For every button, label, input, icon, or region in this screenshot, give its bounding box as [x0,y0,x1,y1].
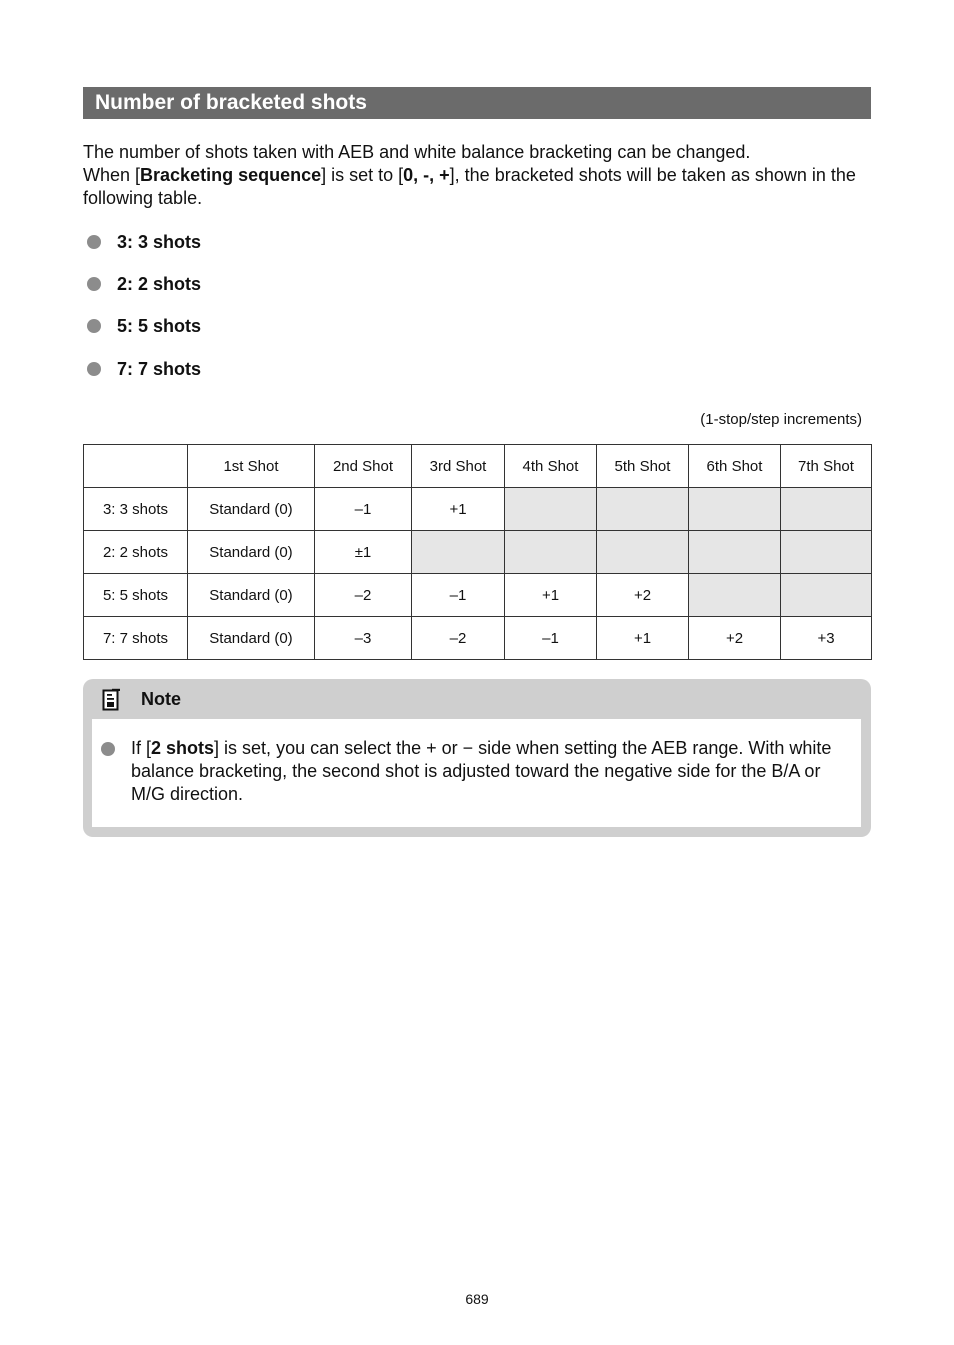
section-title: Number of bracketed shots [95,91,367,114]
table-cell: –1 [412,574,505,617]
note-header [83,679,871,719]
header-cell: 2nd Shot [315,445,412,488]
table-cell: +2 [689,617,781,660]
bracketing-sequence-term: Bracketing sequence [140,165,322,185]
table-row [84,617,872,660]
note-body [92,719,861,827]
empty-cell [781,488,872,531]
two-shots-term: 2 shots [151,738,215,758]
table-row [84,531,872,574]
table-row [84,574,872,617]
table-cell: Standard (0) [188,617,315,660]
empty-cell [689,488,781,531]
table-header-row [84,445,872,488]
header-cell: 3rd Shot [412,445,505,488]
page-number: 689 [465,1291,489,1307]
intro-line-2: When [Bracketing sequence] is set to [0, -, +], the bracketed shots will be taken as shown in the following table. [83,165,856,208]
header-cell: 1st Shot [188,445,315,488]
bullet-icon [87,319,101,333]
intro-line-1: The number of shots taken with AEB and white balance bracketing can be changed. [83,142,751,162]
table-caption: (1-stop/step increments) [700,411,862,428]
table-cell: –3 [315,617,412,660]
bullet-icon [87,362,101,376]
table-row [84,488,872,531]
bullet-icon [87,277,101,291]
section-header [83,87,871,119]
table-cell: +1 [505,574,597,617]
table-cell: 2: 2 shots [84,531,188,574]
empty-cell [689,531,781,574]
table-cell: Standard (0) [188,531,315,574]
header-cell: 5th Shot [597,445,689,488]
table-cell: –2 [412,617,505,660]
empty-cell [597,531,689,574]
empty-cell [689,574,781,617]
empty-cell [412,531,505,574]
table-cell: 3: 3 shots [84,488,188,531]
note-icon [101,688,121,712]
intro-text [83,141,873,210]
note-box [83,679,871,837]
header-cell: 4th Shot [505,445,597,488]
header-cell [84,445,188,488]
bullet-icon [87,235,101,249]
table-cell: +1 [597,617,689,660]
sequence-value: 0, -, + [403,165,450,185]
table-cell: Standard (0) [188,574,315,617]
empty-cell [781,531,872,574]
table-cell: Standard (0) [188,488,315,531]
table-cell: +3 [781,617,872,660]
empty-cell [781,574,872,617]
table-cell: –2 [315,574,412,617]
table-cell: –1 [315,488,412,531]
empty-cell [597,488,689,531]
table-cell: ±1 [315,531,412,574]
header-cell: 6th Shot [689,445,781,488]
table-cell: –1 [505,617,597,660]
empty-cell [505,531,597,574]
table-cell: 7: 7 shots [84,617,188,660]
table-cell: 5: 5 shots [84,574,188,617]
header-cell: 7th Shot [781,445,872,488]
table-cell: +2 [597,574,689,617]
bracketing-table [83,444,872,660]
table-cell: +1 [412,488,505,531]
note-title: Note [141,689,181,709]
bullet-icon [101,742,115,756]
empty-cell [505,488,597,531]
note-text: If [2 shots] is set, you can select the + or − side when setting the AEB range. With white balance bracketing, the second shot is adjusted toward the negative side for the B/A or M/G direction. [131,738,832,804]
